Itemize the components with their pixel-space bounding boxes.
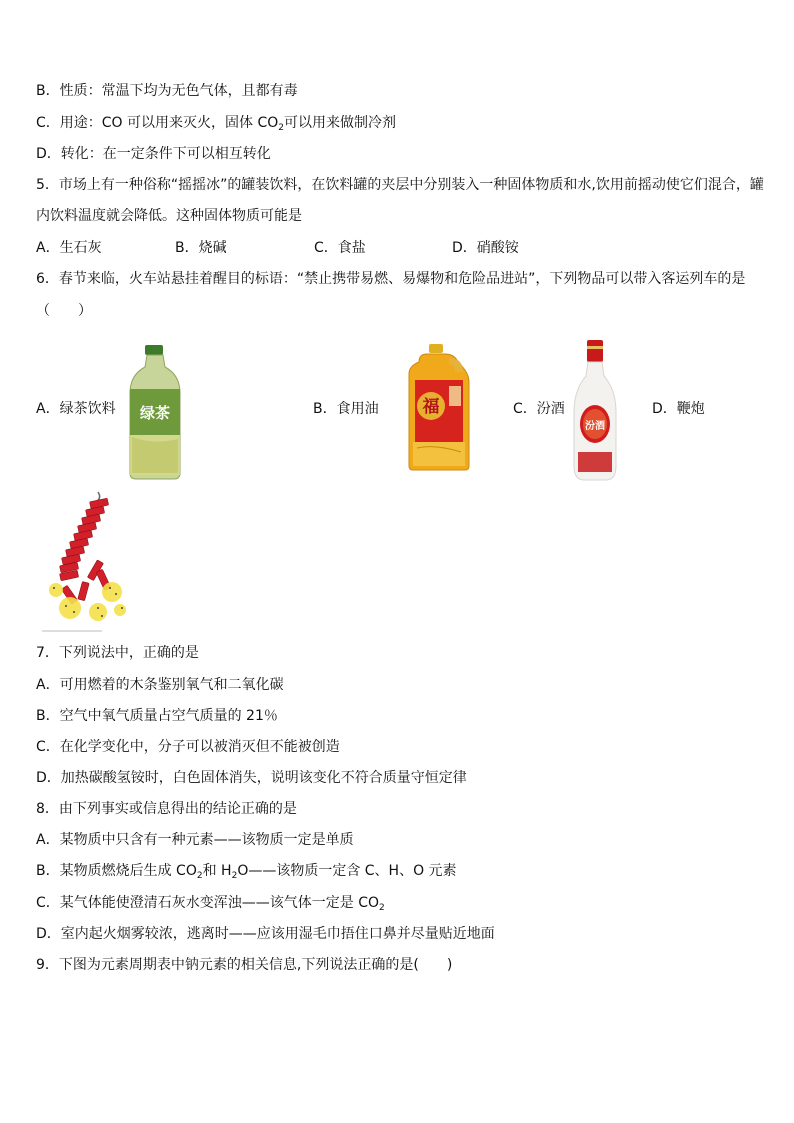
q7-option-c: C．在化学变化中，分子可以被消灭但不能被创造 — [36, 739, 340, 755]
q6-option-b: B．食用油 — [313, 401, 379, 417]
q6-option-d: D．鞭炮 — [652, 401, 705, 417]
q6-option-a: A．绿茶饮料 — [36, 401, 116, 417]
prev-option-c: C．用途：CO 可以用来灭火，固体 $CO_2$可以用来做制冷剂 — [36, 115, 396, 133]
q6-stem-line1: 6．春节来临，火车站悬挂着醒目的标语：“禁止携带易燃、易爆物和危险品进站”，下列物品可以带入客运列车的是 — [36, 271, 746, 287]
q6-stem-line2: （ ） — [36, 303, 92, 319]
q9-stem: 9．下图为元素周期表中钠元素的相关信息,下列说法正确的是( ) — [36, 957, 453, 973]
q5-stem-line2: 内饮料温度就会降低。这种固体物质可能是 — [36, 208, 302, 224]
prev-option-b: B．性质：常温下均为无色气体，且都有毒 — [36, 83, 298, 99]
q8-option-d: D．室内起火烟雾较浓，逃离时——应该用湿毛巾捂住口鼻并尽量贴近地面 — [36, 926, 495, 942]
green-tea-bottle-image — [124, 345, 186, 481]
q5-stem-line1: 5．市场上有一种俗称“摇摇冰”的罐装饮料，在饮料罐的夹层中分别装入一种固体物质和水,饮用前摇动使它们混合，罐 — [36, 177, 764, 193]
q7-option-a: A．可用燃着的木条鉴别氧气和二氧化碳 — [36, 677, 284, 693]
q5-option-b: B．烧碱 — [175, 240, 227, 256]
q7-option-d: D．加热碳酸氢铵时，白色固体消失，说明该变化不符合质量守恒定律 — [36, 770, 467, 786]
q5-option-a: A．生石灰 — [36, 240, 102, 256]
q7-option-b: B．空气中氧气质量占空气质量的 21％ — [36, 708, 278, 724]
firecracker-image — [40, 490, 130, 634]
q8-option-c: C．某气体能使澄清石灰水变浑浊——该气体一定是 $CO_2$ — [36, 895, 385, 913]
tea-bottle-label: 绿茶 — [139, 404, 171, 422]
q8-option-a: A．某物质中只含有一种元素——该物质一定是单质 — [36, 832, 354, 848]
fen-bottle-label: 汾酒 — [585, 421, 605, 432]
q5-option-d: D．硝酸铵 — [452, 240, 519, 256]
prev-option-d: D．转化：在一定条件下可以相互转化 — [36, 146, 271, 162]
q7-stem: 7．下列说法中，正确的是 — [36, 645, 199, 661]
fen-liquor-bottle-image — [572, 340, 618, 482]
q8-stem: 8．由下列事实或信息得出的结论正确的是 — [36, 801, 297, 817]
oil-jug-label: 福 — [422, 397, 440, 417]
cooking-oil-jug-image — [405, 344, 471, 472]
q8-option-b: B．某物质燃烧后生成 $CO_2$和 $H_2O——$该物质一定含 C、H、O 元素 — [36, 863, 457, 881]
q5-option-c: C．食盐 — [314, 240, 366, 256]
q6-option-c: C．汾酒 — [513, 401, 565, 417]
